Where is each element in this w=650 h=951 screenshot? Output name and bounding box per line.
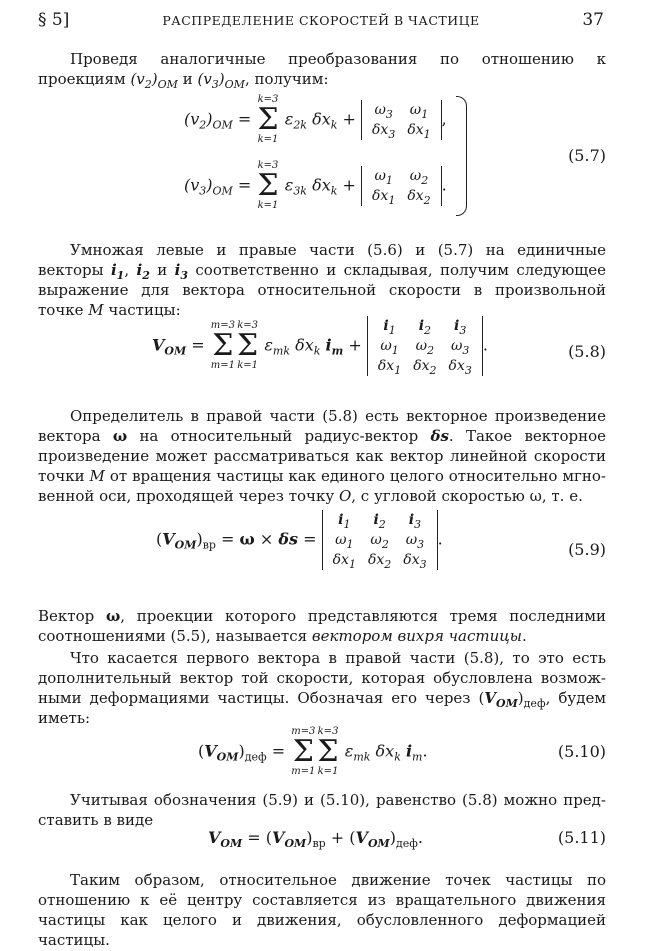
determinant-3x3: $i_1$ $i_2$ $i_3$ $\omega_1$ $\omega_2$ $\omega_3$ $\delta x_1$ $\delta x_2$ $\delta x_3$ — [367, 316, 483, 376]
equation-5-9: $(V_{OM})_{вр} = \omega \times \delta s$ = $i_1$ $i_2$ $i_3$ $\omega_1$ $\omega_2$ $\omega_3$ $\delta x_1$ $\delta x_2$ $\delta x_3$ . — [156, 512, 443, 571]
determinant: $\omega_1$ $\omega_2$ $\delta x_1$ $\delta x_2$ — [361, 166, 442, 206]
equation-5-11: $V_{OM} = (V_{OM})_{вр} + (V_{OM})_{деф}$. — [208, 828, 423, 851]
paragraph-determinant: Определитель в правой части (5.8) есть векторное произведение вектора ω на относительный радиус-вектор δs. Такое векторное произведение может рассматриваться как вектор линейной скорости точки M от вращения частицы как единого целого относительно мгно- венной оси, проходящей через точку O, с угловой скоростью ω, т. е. — [38, 407, 606, 505]
paragraph-represent: Учитывая обозначения (5.9) и (5.10), равенство (5.8) можно пред- ставить в виде — [38, 791, 606, 829]
paragraph-intro: Проведя аналогичные преобразования по отношению к проекциям $(v_2)_{OM}$ и $(v_3)_{OM}$, получим: — [38, 50, 606, 91]
paragraph-multiply: Умножая левые и правые части (5.6) и (5.7) на единичные векторы $i_1$, $i_2$ и $i_3$ соответственно и складывая, получим следующее выражение для вектора относительной скорости в произвольной точке M частицы: — [38, 241, 606, 319]
equation-number: (5.8) — [568, 342, 606, 361]
determinant-3x3: $i_1$ $i_2$ $i_3$ $\omega_1$ $\omega_2$ $\omega_3$ $\delta x_1$ $\delta x_2$ $\delta x_3$ — [322, 510, 438, 570]
paragraph-vortex: Вектор ω, проекции которого представляются тремя последними соотношениями (5.5), называется вектором вихря частицы. — [38, 607, 606, 645]
equation-5-8: $V_{OM}$ = m=3 Σ m=1 k=3 Σ k=1 $\varepsilon_{mk}$ $\delta x_k$ $i_m$ + $i_1$ $i_2$ $i_3$ $\omega_1$ $\omega_2$ $\omega_3$ $\delta x_1$ $\delta x_2$ $\delta x_3$ . — [152, 318, 488, 377]
equation-5-10: $(V_{OM})_{деф}$ = m=3 Σ m=1 k=3 Σ k=1 $\varepsilon_{mk}$ $\delta x_k$ $i_m$. — [198, 726, 428, 777]
equation-5-7-row1: $(v_2)_{OM}$ = k=3 Σ k=1 $\varepsilon_{2k}$ $\delta x_k$ + $\omega_3$ $\omega_1$ $\delta x_3$ $\delta x_1$ , — [184, 94, 447, 145]
sum-operator: k=3 Σ k=1 — [257, 94, 279, 145]
equation-5-7-row2: $(v_3)_{OM}$ = k=3 Σ k=1 $\varepsilon_{3k}$ $\delta x_k$ + $\omega_1$ $\omega_2$ $\delta x_1$ $\delta x_2$ . — [184, 160, 447, 211]
sum-operator: k=3 Σ k=1 — [317, 726, 339, 777]
running-header — [38, 10, 604, 34]
equation-number: (5.7) — [568, 146, 606, 165]
section-mark: § 5] — [38, 10, 70, 30]
chapter-title: РАСПРЕДЕЛЕНИЕ СКОРОСТЕЙ В ЧАСТИЦЕ — [162, 13, 480, 28]
equation-number: (5.10) — [557, 742, 606, 761]
sum-operator: k=3 Σ k=1 — [237, 320, 259, 371]
determinant: $\omega_3$ $\omega_1$ $\delta x_3$ $\delta x_1$ — [361, 100, 442, 140]
paragraph-deformation: Что касается первого вектора в правой части (5.8), то это есть дополнительный вектор той скорости, которая обусловлена возмож-ными деформациями частицы. Обозначая его через $(V_{OM})_{деф}$, будем иметь: — [38, 649, 606, 727]
page-number: 37 — [582, 10, 604, 30]
system-brace — [456, 96, 467, 216]
sum-operator: m=3 Σ m=1 — [291, 726, 316, 777]
sum-operator: m=3 Σ m=1 — [210, 320, 236, 371]
paragraph-conclusion: Таким образом, относительное движение точек частицы по отношению к её центру составляется из вращательного движения частицы как целого и движения, обусловленного деформацией частицы. — [38, 871, 606, 949]
equation-number: (5.11) — [557, 828, 606, 847]
equation-number: (5.9) — [568, 540, 606, 559]
sum-operator: k=3 Σ k=1 — [257, 160, 279, 211]
